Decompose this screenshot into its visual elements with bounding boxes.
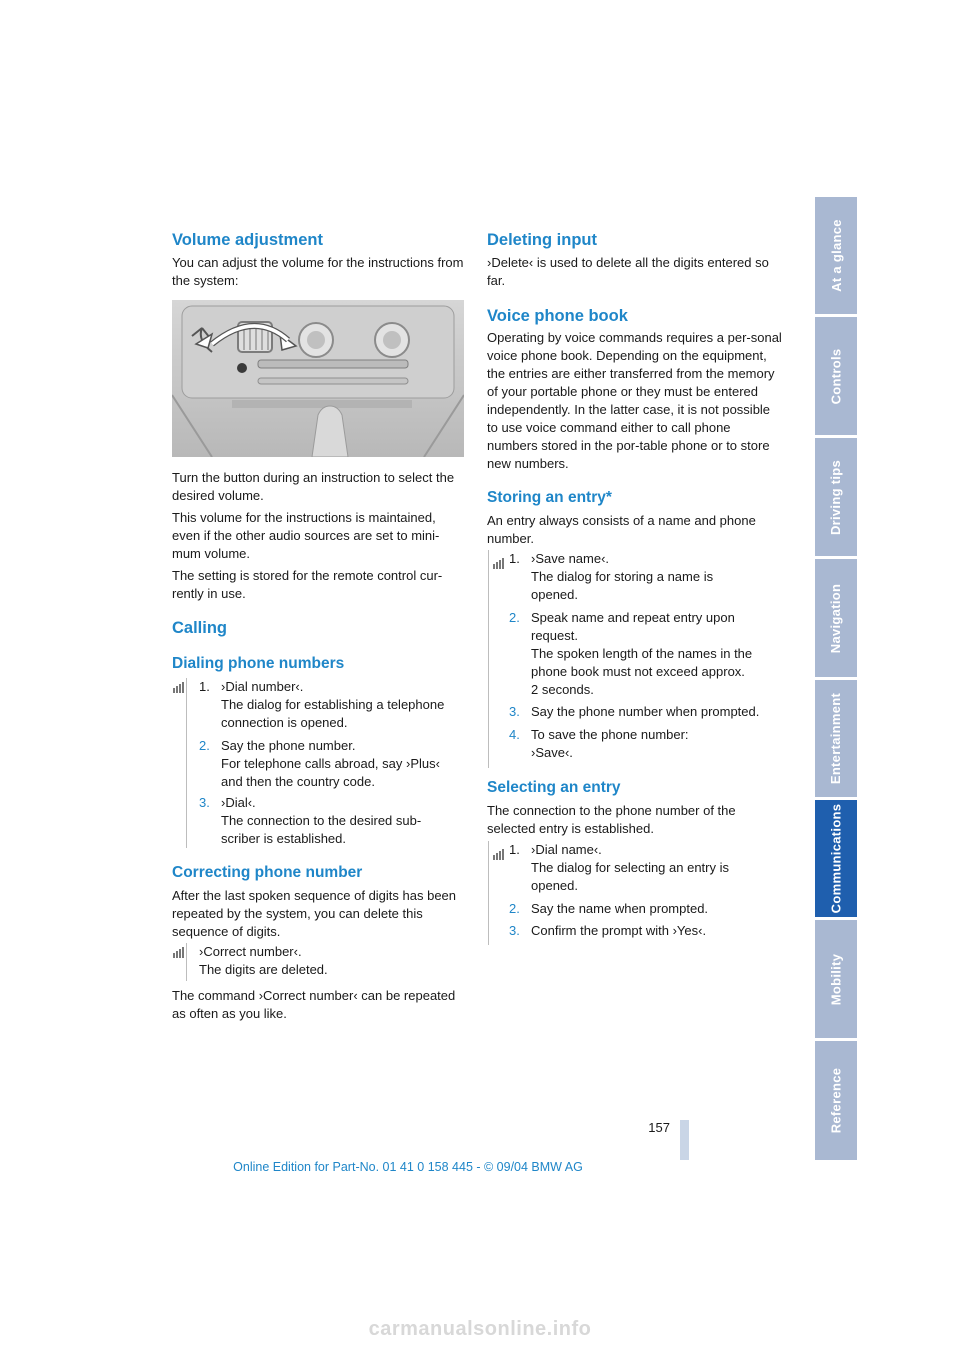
selecting-step-2: 2. Say the name when prompted. <box>509 901 709 916</box>
watermark: carmanualsonline.info <box>368 1318 592 1340</box>
footer-edition: Online Edition for Part-No. 01 41 0 158 445 - © 09/04 BMW AG <box>233 1160 583 1174</box>
correcting-step <box>186 943 328 981</box>
dialing-step-1: 1. ›Dial number‹. The dialog for establishing a telephone connection is opened. <box>199 679 445 730</box>
selecting-intro: The connection to the phone number of the selected entry is established. <box>487 803 736 836</box>
selecting-step-3: 3. Confirm the prompt with ›Yes‹. <box>509 923 707 938</box>
chapter-tabs <box>815 197 857 1160</box>
heading-deleting-input: Deleting input <box>487 231 597 249</box>
tab-navigation[interactable]: Navigation <box>815 559 857 677</box>
storing-steps <box>488 550 760 768</box>
dialing-step-2: 2. Say the phone number. For telephone calls abroad, say ›Plus‹ and then the country code. <box>199 738 440 789</box>
volume-para-2: This volume for the instructions is maintained, even if the other audio sources are set to mini-mum volume. <box>172 510 440 561</box>
heading-volume-adjustment: Volume adjustment <box>172 231 323 249</box>
storing-step-1: 1. ›Save name‹. The dialog for storing a name is opened. <box>509 551 714 602</box>
selecting-steps <box>488 841 729 945</box>
storing-step-2: 2. Speak name and repeat entry upon request. The spoken length of the names in the phone book must not exceed approx. 2 seconds. <box>509 610 753 697</box>
tab-reference[interactable]: Reference <box>815 1041 857 1160</box>
tab-mobility[interactable]: Mobility <box>815 920 857 1038</box>
dialing-step-3: 3. ›Dial‹. The connection to the desired sub- scriber is established. <box>199 795 422 846</box>
heading-selecting-an-entry: Selecting an entry <box>487 779 621 796</box>
volume-knob-illustration <box>172 300 464 457</box>
voice-command-icon <box>493 849 505 860</box>
storing-step-3: 3. Say the phone number when prompted. <box>509 704 760 719</box>
tab-entertainment[interactable]: Entertainment <box>815 680 857 797</box>
page-number-bar <box>680 1120 689 1160</box>
dialing-steps <box>186 678 445 848</box>
tab-controls[interactable]: Controls <box>815 317 857 435</box>
voice-command-icon <box>493 558 505 569</box>
tab-at-a-glance[interactable]: At a glance <box>815 197 857 314</box>
heading-storing-an-entry: Storing an entry* <box>487 489 612 506</box>
correct-repeat-text: The command ›Correct number‹ can be repeated as often as you like. <box>172 988 456 1021</box>
heading-correcting-phone-number: Correcting phone number <box>172 864 363 881</box>
storing-step-4: 4. To save the phone number: ›Save‹. <box>509 727 689 760</box>
voice-command-icon <box>173 947 185 958</box>
storing-intro: An entry always consists of a name and phone number. <box>487 513 756 546</box>
heading-dialing-phone-numbers: Dialing phone numbers <box>172 655 345 672</box>
volume-para-3: The setting is stored for the remote control cur-rently in use. <box>172 568 443 601</box>
heading-calling: Calling <box>172 619 228 637</box>
tab-driving-tips[interactable]: Driving tips <box>815 438 857 556</box>
page-number: 157 <box>648 1120 670 1135</box>
tab-communications[interactable]: Communications <box>815 800 857 917</box>
heading-voice-phone-book: Voice phone book <box>487 307 628 325</box>
volume-intro: You can adjust the volume for the instructions from the system: <box>172 255 464 288</box>
phonebook-text: Operating by voice commands requires a per-sonal voice phone book. Depending on the equipment, the entries are either transferred from the memory of your portable phone or they must be entered independently. In the latter case, it is not possible to use voice command either to call phone numbers stored in the por-table phone or to store new numbers. <box>487 330 782 471</box>
voice-command-icon <box>173 682 185 693</box>
control-panel-illustration <box>172 300 464 457</box>
correcting-intro: After the last spoken sequence of digits has been repeated by the system, you can delete this sequence of digits. <box>172 888 457 939</box>
deleting-text: ›Delete‹ is used to delete all the digits entered so far. <box>487 255 769 288</box>
volume-para-1: Turn the button during an instruction to select the desired volume. <box>172 470 455 503</box>
correct-command: ›Correct number‹. The digits are deleted. <box>199 944 328 977</box>
selecting-step-1: 1. ›Dial name‹. The dialog for selecting an entry is opened. <box>509 842 729 893</box>
